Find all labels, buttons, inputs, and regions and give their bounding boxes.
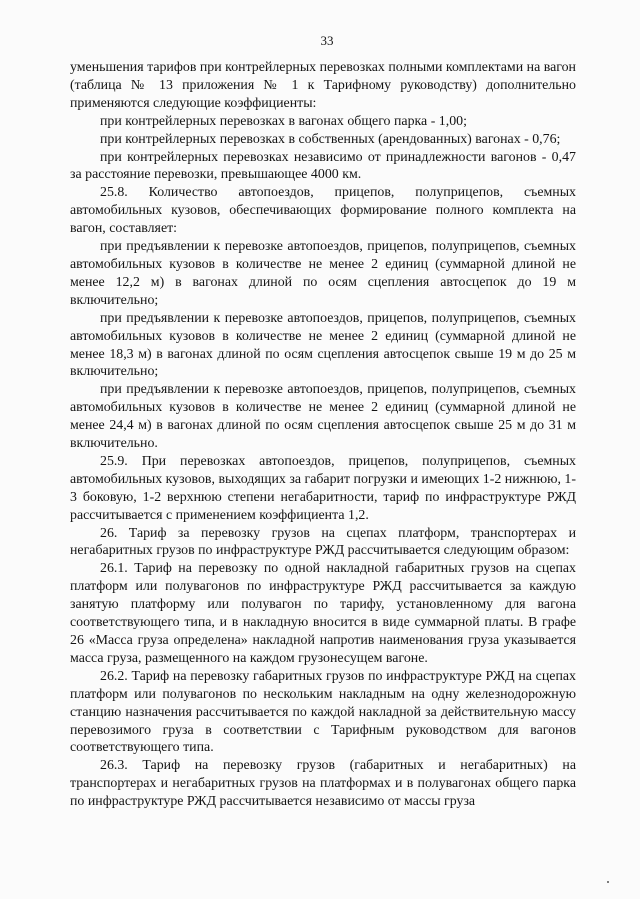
paragraph: уменьшения тарифов при контрейлерных перевозках полными комплектами на вагон (таблица № 13 приложения № 1 к Тарифному руководству) дополнительно применяются следующие коэффициенты: [70, 60, 576, 111]
paragraph: 26.3. Тариф на перевозку грузов (габаритных и негабаритных) на транспортерах и негабаритных грузов на платформах и в полувагонах общего парка по инфраструктуре РЖД рассчитывается независимо от массы груза [70, 758, 576, 810]
paragraph: при предъявлении к перевозке автопоездов, прицепов, полуприцепов, съемных автомобильных кузовов в количестве не менее 2 единиц (суммарной длиной не менее 18,3 м) в вагонах длиной по осям сцепления автосцепок свыше 19 м до 25 м включительно; [70, 310, 576, 380]
paragraph: 26.1. Тариф на перевозку по одной накладной габаритных грузов на сцепах платформ или полувагонов по инфраструктуре РЖД рассчитывается за каждую занятую платформу или полувагон по тарифу, установленному для вагона соответствующего типа, и в накладную вносится в виде суммарной платы. В графе 26 «Масса груза определена» накладной напротив наименования груза указывается масса груза, размещенного на каждом грузонесущем вагоне. [70, 561, 576, 666]
paragraph: 25.9. При перевозках автопоездов, прицепов, полуприцепов, съемных автомобильных кузовов, выходящих за габарит погрузки и имеющих 1-2 нижнюю, 1-3 боковую, 1-2 верхнюю степени негабаритности, тариф по инфраструктуре РЖД рассчитывается с применением коэффициента 1,2. [70, 453, 576, 523]
paragraph: при предъявлении к перевозке автопоездов, прицепов, полуприцепов, съемных автомобильных кузовов в количестве не менее 2 единиц (суммарной длиной не менее 12,2 м) в вагонах длиной по осям сцепления автосцепок до 19 м включительно; [70, 239, 576, 308]
paragraph: при контрейлерных перевозках в собственных (арендованных) вагонах - 0,76; [100, 131, 561, 147]
paragraph: при контрейлерных перевозках независимо от принадлежности вагонов - 0,47 за расстояние перевозки, превышающее 4000 км. [70, 149, 576, 183]
paragraph: 26.2. Тариф на перевозку габаритных грузов по инфраструктуре РЖД на сцепах платформ или полувагонов по нескольким накладным на одну железнодорожную станцию назначения рассчитывается по каждой накладной за действительную массу перевозимого груза в соответствии с Тарифным руководством для вагонов соответствующего типа. [70, 668, 576, 756]
paragraph: при предъявлении к перевозке автопоездов, прицепов, полуприцепов, съемных автомобильных кузовов в количестве не менее 2 единиц (суммарной длиной не менее 24,4 м) в вагонах длиной по осям сцепления автосцепок свыше 25 м до 31 м включительно. [70, 382, 576, 452]
paragraph: 25.8. Количество автопоездов, прицепов, полуприцепов, съемных автомобильных кузовов, обеспечивающих формирование полного комплекта на вагон, составляет: [70, 185, 576, 237]
document-body [70, 59, 576, 811]
scan-speck [607, 881, 609, 883]
paragraph: 26. Тариф за перевозку грузов на сцепах платформ, транспортерах и негабаритных грузов по инфраструктуре РЖД рассчитывается следующим образом: [70, 525, 576, 559]
paragraph: при контрейлерных перевозках в вагонах общего парка - 1,00; [100, 113, 467, 129]
page-number: 33 [320, 33, 334, 48]
